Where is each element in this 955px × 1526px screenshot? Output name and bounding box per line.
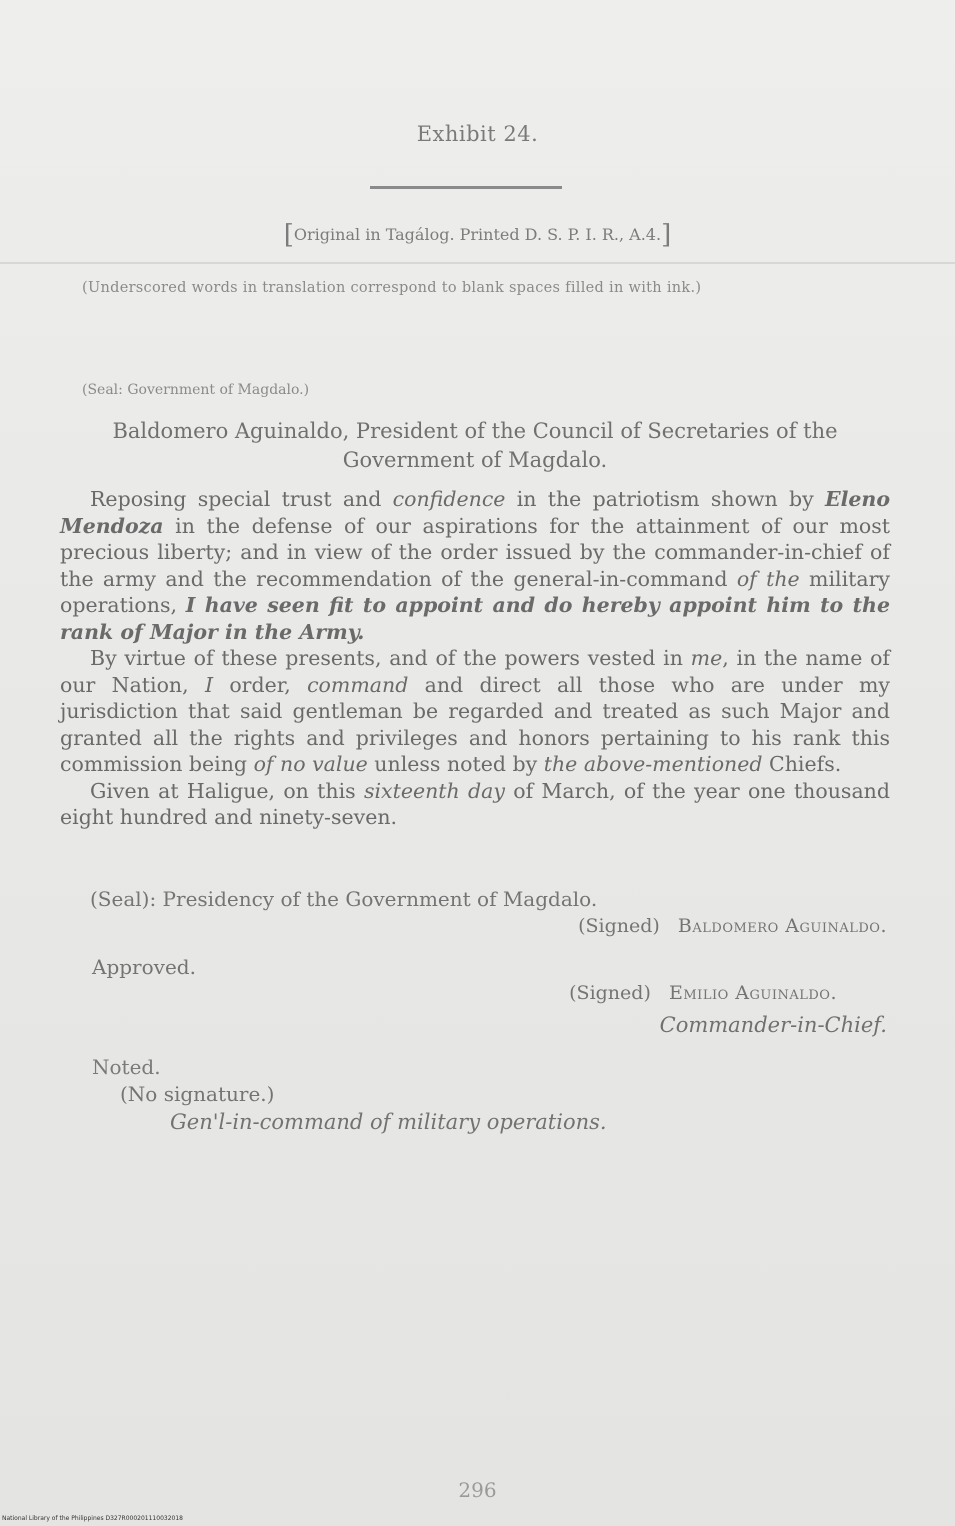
paragraph-given	[60, 778, 890, 831]
no-signature: (No signature.)	[120, 1082, 275, 1106]
appointee-name: Eleno Mendoza	[60, 487, 890, 538]
open-bracket: [	[283, 220, 294, 250]
paragraph-appointment	[60, 486, 890, 645]
exhibit-title: Exhibit 24.	[416, 122, 539, 146]
text-run-italic: of the	[736, 566, 800, 591]
close-bracket: ]	[661, 220, 672, 250]
signed-label: (Signed)	[578, 915, 660, 937]
text-run: unless noted by	[367, 752, 544, 776]
text-run-italic: sixteenth day	[363, 778, 505, 803]
text-run: and direct all those who are under my jurisdiction that said gentleman be regarded and treated as such Major and granted all the rights and privileges and honors pertaining to his rank this commission being	[60, 672, 890, 776]
text-run: military operations,	[60, 566, 890, 617]
translation-note: (Underscored words in translation correspond to blank spaces filled in with ink.)	[82, 280, 702, 296]
signer-name: Baldomero Aguinaldo.	[677, 915, 887, 937]
text-run-italic: of no value	[253, 752, 368, 776]
text-run-italic: confidence	[392, 487, 506, 511]
text-run-italic: me	[690, 646, 723, 670]
text-run: By virtue of these presents, and of the powers vested in	[90, 646, 691, 670]
archive-footer: National Library of the Philippines D327R000201110032018	[2, 1515, 183, 1522]
signature-baldomero	[578, 915, 887, 937]
text-run: of March, of the year one thousand eight hundred and ninety-seven.	[60, 778, 891, 829]
text-run-italic: the above-mentioned	[543, 752, 763, 776]
signer-name: Emilio Aguinaldo.	[669, 982, 837, 1004]
text-run: , in the name of our Nation,	[60, 646, 890, 697]
document-heading	[60, 417, 890, 475]
commander-title: Commander-in-Chief.	[659, 1013, 887, 1037]
text-run: Chiefs.	[762, 752, 842, 776]
seal-presidency: (Seal): Presidency of the Government of Magdalo.	[90, 887, 598, 911]
heading-line-2: Government of Magdalo.	[342, 448, 608, 472]
general-title: Gen'l-in-command of military operations.	[170, 1110, 607, 1134]
text-run: in the defense of our aspirations for the attainment of our most precious liberty; and in view of the order issued by the commander-in-chief of the army and the recommendation of the general-in-command	[60, 513, 890, 591]
noted-label: Noted.	[92, 1055, 161, 1079]
document-body	[60, 486, 890, 831]
seal-government: (Seal: Government of Magdalo.)	[82, 382, 310, 398]
text-run: in the patriotism shown by	[505, 487, 825, 511]
text-run-italic: command	[307, 672, 409, 697]
approved-label: Approved.	[92, 955, 196, 979]
title-rule	[370, 186, 562, 189]
page-fold-line	[0, 262, 955, 264]
appointment-clause: I have seen fit to appoint and do hereby appoint him to the rank of Major in the Army.	[60, 593, 890, 644]
text-run: Given at Haligue, on this	[90, 778, 364, 803]
paragraph-powers	[60, 645, 890, 778]
source-text: Original in Tagálog. Printed D. S. P. I. R., A.4.	[293, 225, 662, 244]
text-run: Reposing special trust and	[90, 487, 393, 511]
page-number: 296	[458, 1478, 497, 1502]
heading-line-1: Baldomero Aguinaldo, President of the Council of Secretaries of the	[112, 419, 838, 443]
text-run: order,	[213, 672, 308, 697]
signature-emilio	[569, 982, 837, 1004]
signed-label: (Signed)	[569, 982, 651, 1004]
text-run-italic: I	[204, 672, 214, 697]
source-note	[0, 220, 955, 250]
